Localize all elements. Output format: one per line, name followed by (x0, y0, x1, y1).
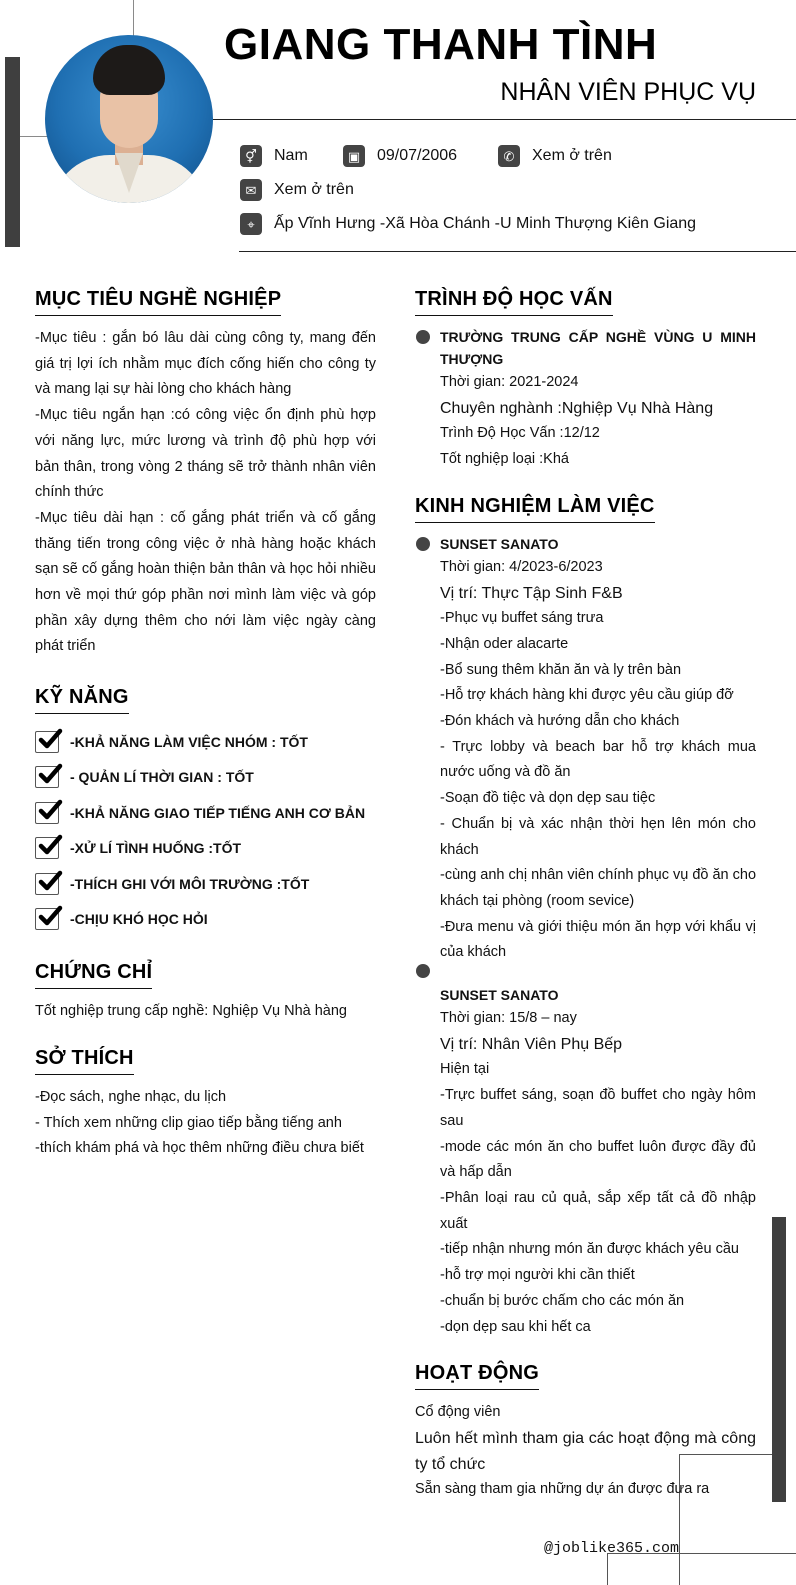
phone-icon: ✆ (498, 145, 520, 167)
education-major: Chuyên nghành :Nghiệp Vụ Nhà Hàng (440, 399, 714, 417)
skill-item (35, 831, 376, 867)
skill-label: -KHẢ NĂNG LÀM VIỆC NHÓM : TỐT (70, 733, 308, 750)
skill-item (35, 866, 376, 902)
job-duty: -hỗ trợ mọi người khi cần thiết (440, 1267, 635, 1284)
hobby-item: - Thích xem những clip giao tiếp bằng tiếng anh (35, 1114, 342, 1131)
education-level: Trình Độ Học Vấn :12/12 (440, 425, 600, 442)
calendar-icon: ▣ (343, 145, 365, 167)
hobbies-section (35, 1047, 376, 1162)
contact-phone (498, 145, 612, 167)
job-duty: -Soạn đồ tiệc và dọn dẹp sau tiệc (440, 790, 656, 807)
decorative-bar-right (772, 1217, 786, 1502)
job-time: Thời gian: 4/2023-6/2023 (440, 558, 603, 575)
objective-paragraph: -Mục tiêu : gắn bó lâu dài cùng công ty, mang đến giá trị lợi ích nhằm mục đích cống hiến cho công ty và mang lại sự hài lòng cho khách hàng (35, 330, 376, 398)
email-icon: ✉ (240, 179, 262, 201)
decorative-bar-left (5, 57, 20, 247)
experience-section (415, 495, 756, 1340)
job-duty: - Trực lobby và beach bar hỗ trợ khách mua nước uống và đồ ăn (440, 738, 756, 781)
job-duty: -Hỗ trợ khách hàng khi được yêu cầu giúp đỡ (440, 687, 734, 704)
gender-icon: ⚥ (240, 145, 262, 167)
skill-item (35, 724, 376, 760)
job-title: NHÂN VIÊN PHỤC VỤ (500, 78, 756, 106)
job-entry (415, 533, 756, 966)
education-entry (415, 326, 756, 473)
decorative-line (607, 1553, 608, 1585)
location-icon: ⌖ (240, 213, 262, 235)
education-section (415, 288, 756, 473)
contact-address (240, 213, 696, 235)
job-duty: -dọn dẹp sau khi hết ca (440, 1318, 591, 1335)
school-name: TRƯỜNG TRUNG CẤP NGHỀ VÙNG U MINH THƯỢNG (440, 329, 756, 367)
company-name: SUNSET SANATO (440, 987, 559, 1004)
skill-label: -XỬ LÍ TÌNH HUỐNG :TỐT (70, 840, 242, 857)
activity-role: Cổ động viên (415, 1404, 501, 1421)
bullet-dot (416, 537, 430, 551)
activities-title: HOẠT ĐỘNG (415, 1362, 539, 1390)
job-duty: -Đón khách và hướng dẫn cho khách (440, 713, 680, 730)
job-duty: -Phân loại rau củ quả, sắp xếp tất cả đồ nhập xuất (440, 1189, 756, 1232)
job-duty: -Đưa menu và giới thiệu món ăn hợp với khẩu vị của khách (440, 918, 756, 961)
gender-value: Nam (274, 147, 308, 164)
bullet-dot (416, 964, 430, 978)
address-value: Ấp Vĩnh Hưng -Xã Hòa Chánh -U Minh Thượng Kiên Giang (274, 215, 697, 232)
job-note: Hiện tại (440, 1061, 490, 1078)
skills-title: KỸ NĂNG (35, 686, 129, 714)
contact-email (240, 179, 354, 201)
decorative-line (20, 136, 48, 137)
phone-value: Xem ở trên (532, 147, 612, 164)
job-duty: -Trực buffet sáng, soạn đồ buffet cho ngày hôm sau (440, 1087, 756, 1129)
header-divider (213, 119, 796, 120)
job-duty: -Phục vụ buffet sáng trưa (440, 610, 604, 627)
job-duty: -mode các món ăn cho buffet luôn được đầy đủ và hấp dẫn (440, 1138, 756, 1181)
company-name: SUNSET SANATO (440, 535, 559, 552)
job-duty: - Chuẩn bị và xác nhận thời hẹn lên món cho khách (440, 815, 756, 858)
job-duty: -tiếp nhận nhưng món ăn được khách yêu cầu (440, 1241, 739, 1258)
education-grade: Tốt nghiệp loại :Khá (440, 451, 569, 468)
job-duty: -chuẩn bị bước chấm cho các món ăn (440, 1292, 685, 1309)
skill-item (35, 760, 376, 796)
decorative-line (133, 0, 134, 40)
right-column (415, 288, 756, 1525)
objective-section (35, 288, 376, 660)
certificate-text: Tốt nghiệp trung cấp nghề: Nghiệp Vụ Nhà hàng (35, 1003, 347, 1020)
hobby-item: -Đọc sách, nghe nhạc, du lịch (35, 1088, 227, 1105)
checkbox-checked-icon (35, 766, 59, 788)
bullet-dot (416, 330, 430, 344)
activities-section (415, 1362, 756, 1503)
checkbox-checked-icon (35, 873, 59, 895)
job-duty: -Nhận oder alacarte (440, 635, 569, 652)
left-column (35, 288, 376, 1184)
objective-paragraph: -Mục tiêu dài hạn : cố gắng phát triển và cố gắng thăng tiến trong công việc ở nhà hàng hoặc khách sạn sẽ cố gắng hoàn thiện bản thân và học hỏi nhiều hơn về mọi thứ góp phần nơi mình làm việc và góp phần xây dựng thêm cho nới làm việc ngày càng phát triển (35, 509, 376, 655)
checkbox-checked-icon (35, 908, 59, 930)
job-time: Thời gian: 15/8 – nay (440, 1010, 577, 1027)
birthday-value: 09/07/2006 (377, 147, 458, 164)
checkbox-checked-icon (35, 731, 59, 753)
checkbox-checked-icon (35, 802, 59, 824)
skill-label: -THÍCH GHI VỚI MÔI TRƯỜNG :TỐT (70, 875, 310, 892)
experience-title: KINH NGHIỆM LÀM VIỆC (415, 495, 655, 523)
contact-birthday (343, 145, 457, 167)
education-time: Thời gian: 2021-2024 (440, 374, 579, 390)
activity-line: Sẵn sàng tham gia những dự án được đưa ra (415, 1481, 710, 1498)
job-duty: -cùng anh chị nhân viên chính phục vụ đồ ăn cho khách tại phòng (room sevice) (440, 867, 757, 909)
hobbies-title: SỞ THÍCH (35, 1047, 134, 1075)
certificates-section (35, 961, 376, 1025)
candidate-name: GIANG THANH TÌNH (224, 20, 658, 69)
job-duty: -Bổ sung thêm khăn ăn và ly trên bàn (440, 661, 682, 678)
objective-title: MỤC TIÊU NGHỀ NGHIỆP (35, 288, 281, 316)
skill-label: -KHẢ NĂNG GIAO TIẾP TIẾNG ANH CƠ BẢN (70, 804, 366, 821)
profile-photo (45, 35, 213, 203)
skill-item (35, 795, 376, 831)
certificates-title: CHỨNG CHỈ (35, 961, 152, 989)
activity-line: Luôn hết mình tham gia các hoạt động mà công ty tổ chức (415, 1429, 756, 1473)
education-title: TRÌNH ĐỘ HỌC VẤN (415, 288, 613, 316)
skill-item (35, 902, 376, 938)
skill-label: -CHỊU KHÓ HỌC HỎI (70, 911, 208, 928)
job-position: Vị trí: Nhân Viên Phụ Bếp (440, 1035, 623, 1053)
job-position: Vị trí: Thực Tập Sinh F&B (440, 584, 623, 602)
job-entry (415, 970, 756, 1340)
objective-paragraph: -Mục tiêu ngắn hạn :có công việc ổn định phù hợp với năng lực, mức lương và trình độ phù hợp với bản thân, trong vòng 2 tháng sẽ trở thành nhân viên chính thức (35, 407, 376, 501)
contact-divider (239, 251, 796, 252)
contact-gender (240, 145, 308, 167)
skill-label: - QUẢN LÍ THỜI GIAN : TỐT (70, 769, 254, 786)
hobby-item: -thích khám phá và học thêm những điều chưa biết (35, 1140, 364, 1157)
email-value: Xem ở trên (274, 181, 354, 198)
checkbox-checked-icon (35, 837, 59, 859)
watermark: @joblike365.com (544, 1540, 680, 1557)
skills-section (35, 686, 376, 937)
